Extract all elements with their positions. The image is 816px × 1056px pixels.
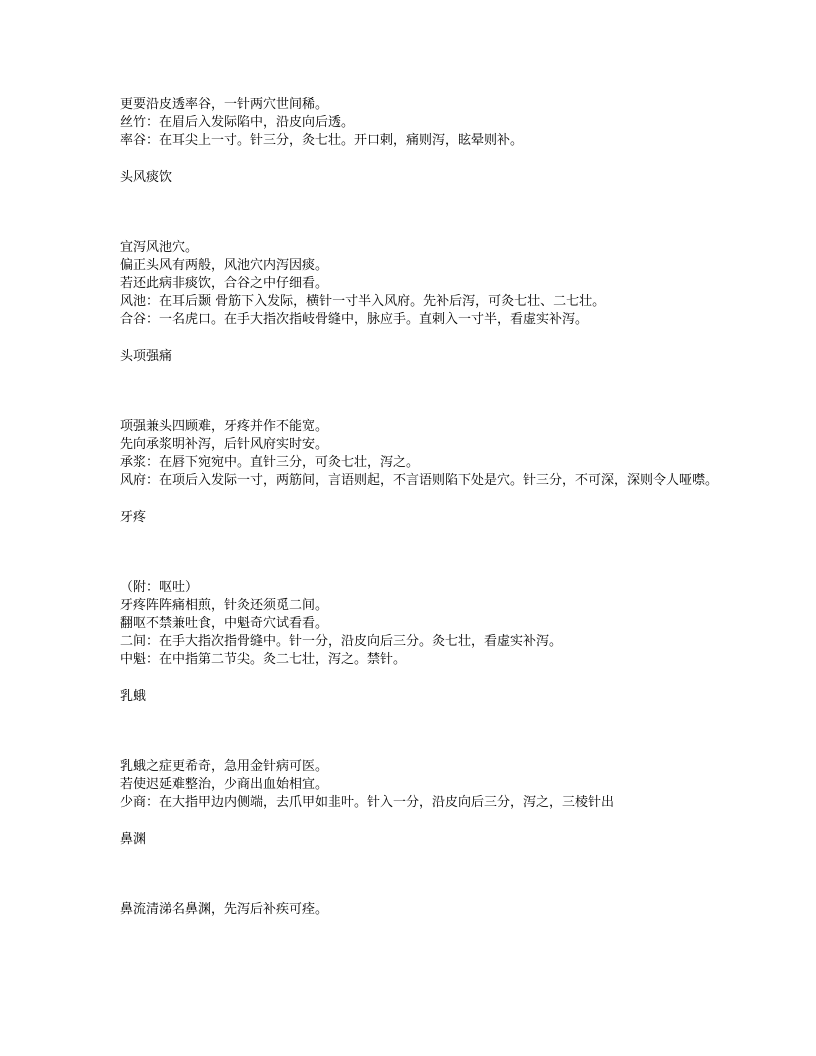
- section-sinusitis: [120, 812, 720, 919]
- section-toothache: [120, 490, 720, 669]
- text-line: 率谷：在耳尖上一寸。针三分，灸七壮。开口剌，痛则泻，眩晕则补。: [120, 133, 524, 148]
- text-line: 先向承浆明补泻，后针风府实时安。: [120, 437, 329, 452]
- text-line: 风府：在项后入发际一寸，两筋间，言语则起，不言语则陷下处是穴。针三分，不可深，深则令人哑噤。: [120, 473, 719, 488]
- text-line: 牙疼阵阵痛相煎，针灸还须觅二间。: [120, 598, 329, 613]
- section-neck-stiffness: [120, 329, 720, 490]
- text-line: 宜泻风池穴。: [120, 240, 199, 255]
- section-heading: 鼻渊: [120, 832, 147, 847]
- text-line: 项强兼头四顾难，牙疼并作不能宽。: [120, 419, 329, 434]
- text-line: 乳蛾之症更希奇，急用金针病可医。: [120, 759, 329, 774]
- text-line: （附：呕吐）: [120, 580, 199, 595]
- text-line: 风池：在耳后颞 骨筋下入发际，横针一寸半入风府。先补后泻，可灸七壮、二七壮。: [120, 294, 606, 309]
- section-headwind-phlegm: [120, 150, 720, 329]
- text-line: 少商：在大指甲边内侧端，去爪甲如韭叶。针入一分，沿皮向后三分，泻之，三棱针出: [120, 795, 615, 810]
- text-line: 翻呕不禁兼吐食，中魁奇穴试看看。: [120, 616, 329, 631]
- section-heading: 牙疼: [120, 510, 147, 525]
- text-line: 承浆：在唇下宛宛中。直针三分，可灸七壮，泻之。: [120, 455, 420, 470]
- text-line: 偏正头风有两般，风池穴内泻因痰。: [120, 258, 329, 273]
- text-line: 鼻流清涕名鼻渊，先泻后补疾可痊。: [120, 902, 329, 917]
- text-line: 丝竹：在眉后入发际陷中，沿皮向后透。: [120, 115, 355, 130]
- text-line: 合谷：一名虎口。在手大指次指岐骨缝中，脉应手。直剌入一寸半，看虚实补泻。: [120, 312, 589, 327]
- section-intro: [120, 96, 720, 150]
- section-heading: 头项强痛: [120, 349, 173, 364]
- text-line: 若还此病非痰饮，合谷之中仔细看。: [120, 276, 329, 291]
- text-line: 二间：在手大指次指骨缝中。针一分，沿皮向后三分。灸七壮，看虚实补泻。: [120, 634, 563, 649]
- section-heading: 头风痰饮: [120, 170, 173, 185]
- section-tonsillitis: [120, 669, 720, 812]
- text-line: 中魁：在中指第二节尖。灸二七壮，泻之。禁针。: [120, 652, 407, 667]
- document-page: [120, 96, 720, 919]
- text-line: 更要沿皮透率谷，一针两穴世间稀。: [120, 97, 329, 112]
- section-heading: 乳蛾: [120, 689, 147, 704]
- text-line: 若使迟延难整治，少商出血始相宜。: [120, 777, 329, 792]
